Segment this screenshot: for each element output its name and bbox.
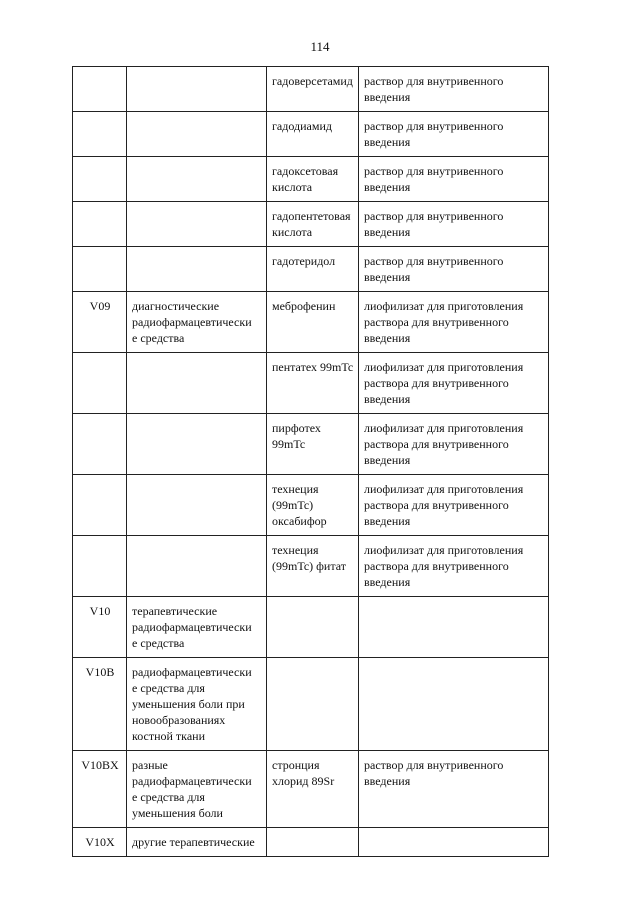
group-line: е средства [132,636,185,650]
substance-cell [267,202,359,247]
table-row [73,67,549,112]
group-cell [127,536,267,597]
form-cell [359,751,549,828]
form-line: лиофилизат для приготовления [364,299,524,313]
form-line: введения [364,225,411,239]
form-line: раствор для внутривенного [364,254,504,268]
form-cell [359,292,549,353]
code-cell [73,414,127,475]
group-cell [127,414,267,475]
table-row [73,202,549,247]
substance-cell [267,292,359,353]
code-cell [73,536,127,597]
group-line: диагностические [132,299,220,313]
code-cell [73,112,127,157]
group-line: радиофармацевтически [132,665,252,679]
substance-cell [267,475,359,536]
substance-line: оксабифор [272,514,327,528]
group-cell [127,828,267,857]
substance-line: кислота [272,180,313,194]
form-line: введения [364,392,411,406]
table-row [73,828,549,857]
form-line: введения [364,270,411,284]
form-cell [359,157,549,202]
form-line: введения [364,453,411,467]
form-line: лиофилизат для приготовления [364,482,524,496]
form-cell [359,475,549,536]
substance-cell [267,157,359,202]
substance-cell [267,828,359,857]
substance-line: гадоксетовая [272,164,339,178]
group-cell [127,353,267,414]
substance-cell [267,414,359,475]
substance-line: гадодиамид [272,119,332,133]
form-line: введения [364,514,411,528]
form-line: лиофилизат для приготовления [364,543,524,557]
group-line: уменьшения боли [132,806,223,820]
table-row [73,597,549,658]
code-cell: V10 [73,597,127,658]
substance-line: технеция [272,482,319,496]
form-cell [359,828,549,857]
group-line: радиофармацевтически [132,315,252,329]
group-line: уменьшения боли при [132,697,245,711]
substance-cell [267,353,359,414]
group-line: терапевтические [132,604,218,618]
form-line: введения [364,575,411,589]
form-line: раствор для внутривенного [364,74,504,88]
substance-line: гадоверсетамид [272,74,353,88]
substance-cell [267,247,359,292]
form-cell [359,247,549,292]
group-line: радиофармацевтически [132,774,252,788]
code-cell: V10BX [73,751,127,828]
form-line: введения [364,90,411,104]
table-row [73,353,549,414]
form-line: раствора для внутривенного [364,376,509,390]
group-line: е средства для [132,681,205,695]
table-row [73,247,549,292]
form-cell [359,112,549,157]
form-line: раствора для внутривенного [364,498,509,512]
table-row [73,475,549,536]
table-row [73,536,549,597]
substance-line: кислота [272,225,313,239]
form-cell [359,536,549,597]
table-row [73,751,549,828]
substance-line: (99mTc) фитат [272,559,346,573]
group-cell [127,292,267,353]
form-cell [359,597,549,658]
group-line: е средства [132,331,185,345]
code-cell [73,247,127,292]
table-body [73,67,549,857]
substance-cell [267,658,359,751]
substance-line: пирфотех [272,421,321,435]
substance-cell [267,751,359,828]
substance-line: стронция [272,758,320,772]
substance-line: технеция [272,543,319,557]
group-cell [127,202,267,247]
form-line: раствора для внутривенного [364,315,509,329]
form-line: раствор для внутривенного [364,164,504,178]
form-line: раствор для внутривенного [364,209,504,223]
page-number: 114 [310,39,330,54]
form-line: лиофилизат для приготовления [364,360,524,374]
substance-line: пентатех 99mTc [272,360,354,374]
group-cell [127,597,267,658]
group-cell [127,112,267,157]
form-line: раствора для внутривенного [364,437,509,451]
substance-cell [267,597,359,658]
code-cell [73,475,127,536]
group-cell [127,658,267,751]
group-line: е средства для [132,790,205,804]
form-line: введения [364,180,411,194]
group-cell [127,157,267,202]
substance-line: 99mTc [272,437,306,451]
substance-line: (99mTc) [272,498,314,512]
form-line: раствора для внутривенного [364,559,509,573]
substance-cell [267,536,359,597]
form-line: введения [364,331,411,345]
form-line: раствор для внутривенного [364,758,504,772]
group-line: новообразованиях [132,713,226,727]
substance-line: гадотеридол [272,254,336,268]
form-line: лиофилизат для приготовления [364,421,524,435]
form-cell [359,414,549,475]
form-cell [359,658,549,751]
group-cell [127,247,267,292]
code-cell [73,202,127,247]
table-row [73,658,549,751]
form-line: раствор для внутривенного [364,119,504,133]
group-line: радиофармацевтически [132,620,252,634]
code-cell: V09 [73,292,127,353]
code-cell [73,67,127,112]
form-line: введения [364,135,411,149]
code-cell: V10X [73,828,127,857]
group-cell [127,475,267,536]
substance-line: хлорид 89Sr [272,774,335,788]
table-row [73,414,549,475]
table-row [73,112,549,157]
form-cell [359,353,549,414]
group-cell [127,751,267,828]
group-line: разные [132,758,168,772]
group-line: другие терапевтические [132,835,255,849]
table-row [73,157,549,202]
table-row [73,292,549,353]
form-cell [359,67,549,112]
group-line: костной ткани [132,729,205,743]
drug-classification-table [72,66,549,857]
substance-cell [267,67,359,112]
form-line: введения [364,774,411,788]
group-cell [127,67,267,112]
code-cell: V10B [73,658,127,751]
substance-line: гадопентетовая [272,209,351,223]
substance-cell [267,112,359,157]
substance-line: меброфенин [272,299,336,313]
code-cell [73,353,127,414]
form-cell [359,202,549,247]
code-cell [73,157,127,202]
